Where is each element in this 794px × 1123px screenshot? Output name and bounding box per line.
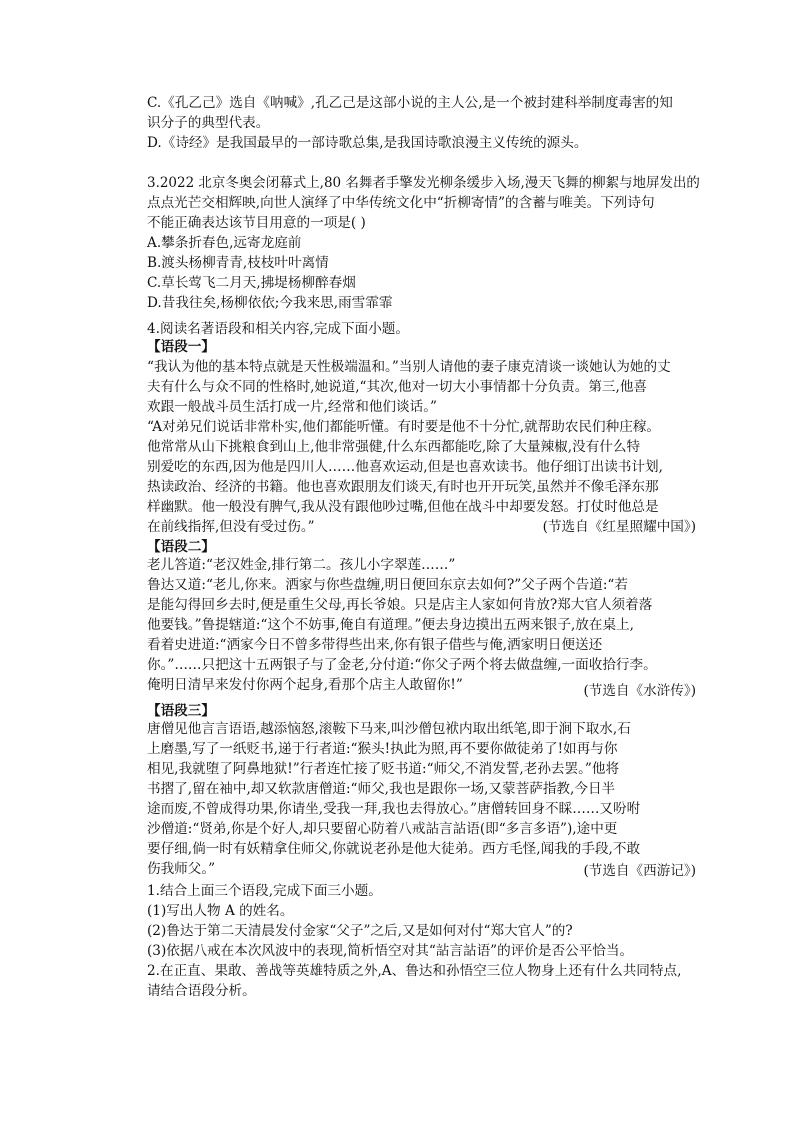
subquestion-line: (3)依据八戒在本次风波中的表现,简析悟空对其“詀言詀语”的评价是否公平恰当。 — [147, 943, 634, 959]
seg1-line: “A对弟兄们说话非常朴实,他们都能听懂。有时要是他不十分忙,就帮助农民们种庄稼。 — [147, 419, 661, 435]
seg3-line: 书摺了,留在袖中,却又软款唐僧道:“师父,我也是跟你一场,又蒙菩萨指教,今日半 — [147, 781, 616, 797]
seg3-line: 上磨墨,写了一纸贬书,递于行者道:“猴头!执此为照,再不要你做徒弟了!如再与你 — [147, 741, 618, 757]
seg2-line: 鲁达又道:“老儿,你来。洒家与你些盘缠,明日便回东京去如何?”父子两个告道:“若 — [147, 577, 628, 593]
seg3-line: 沙僧道:“贤弟,你是个好人,却只要留心防着八戒詀言詀语(即“多言多语”),途中更 — [147, 821, 618, 837]
q3-stem-line-2: 点点光芒交相辉映,向世人演绎了中华传统文化中“折柳寄情”的含蓄与唯美。下列诗句 — [147, 195, 655, 211]
seg1-line: 别爱吃的东西,因为他是四川人……他喜欢运动,但是也喜欢读书。他仔细订出读书计划, — [147, 459, 663, 475]
seg1-line: 样幽默。他一般没有脾气,我从没有跟他吵过嘴,但他在战斗中却要发怒。打仗时他总是 — [147, 499, 659, 515]
q2-option-c-line-1: C.《孔乙己》选自《呐喊》,孔乙己是这部小说的主人公,是一个被封建科举制度毒害的知 — [147, 95, 673, 111]
subquestion-line: (2)鲁达于第二天清晨发付金家“父子”之后,又是如何对付“郑大官人”的? — [147, 923, 573, 939]
q3-option-b: B.渡头杨柳青青,枝枝叶叶离情 — [147, 255, 329, 271]
seg1-heading: 【语段一】 — [147, 339, 215, 355]
seg2-source: (节选自《水浒传》) — [583, 683, 696, 699]
seg1-line: “我认为他的基本特点就是天性极端温和。”当别人请他的妻子康克清谈一谈她认为她的丈 — [147, 359, 671, 375]
seg2-heading: 【语段二】 — [147, 539, 215, 555]
seg2-line: 俺明日清早来发付你两个起身,看那个店主人敢留你!” — [147, 677, 463, 693]
seg3-source: (节选自《西游记》) — [583, 863, 696, 879]
subquestion-line: (1)写出人物 A 的姓名。 — [147, 903, 294, 919]
subquestion-line: 请结合语段分析。 — [147, 983, 256, 999]
q2-option-c-line-2: 识分子的典型代表。 — [147, 115, 270, 131]
seg2-line: 是能勾得回乡去时,便是重生父母,再长爷娘。只是店主人家如何肯放?郑大官人须着落 — [147, 597, 653, 613]
seg3-line: 唐僧见他言言语语,越添恼怒,滚鞍下马来,叫沙僧包袱内取出纸笔,即于涧下取水,石 — [147, 721, 631, 737]
seg1-source: (节选自《红星照耀中国》) — [542, 519, 696, 535]
seg3-line: 相见,我就堕了阿鼻地狱!”行者连忙接了贬书道:“师父,不消发誓,老孙去罢。”他将 — [147, 761, 620, 777]
seg2-line: 看着史进道:“洒家今日不曾多带得些出来,你有银子借些与俺,洒家明日便送还 — [147, 637, 603, 653]
q4-stem: 4.阅读名著语段和相关内容,完成下面小题。 — [147, 321, 409, 337]
seg1-line: 热读政治、经济的书籍。他也喜欢跟朋友们谈天,有时也开开玩笑,虽然并不像毛泽东那 — [147, 479, 659, 495]
seg1-line: 夫有什么与众不同的性格时,她说道,“其次,他对一切大小事情都十分负责。第三,他喜 — [147, 379, 648, 395]
q3-option-d: D.昔我往矣,杨柳依依;今我来思,雨雪霏霏 — [147, 295, 393, 311]
q3-stem-line-1: 3.2022 北京冬奥会闭幕式上,80 名舞者手擎发光柳条缓步入场,漫天飞舞的柳絮与地屏发出的 — [147, 175, 700, 191]
seg3-line: 途而废,不曾成得功果,你请坐,受我一拜,我也去得放心。”唐僧转回身不睬……又吩咐 — [147, 801, 641, 817]
q3-option-a: A.攀条折春色,远寄龙庭前 — [147, 235, 302, 251]
seg1-line: 欢跟一般战斗员生活打成一片,经常和他们谈话。” — [147, 399, 437, 415]
seg3-line: 伤我师父。” — [147, 861, 216, 877]
seg1-line: 他常常从山下挑粮食到山上,他非常强健,什么东西都能吃,除了大量辣椒,没有什么特 — [147, 439, 641, 455]
q2-option-d: D.《诗经》是我国最早的一部诗歌总集,是我国诗歌浪漫主义传统的源头。 — [147, 135, 588, 151]
seg2-line: 你。”……只把这十五两银子与了金老,分付道:“你父子两个将去做盘缠,一面收拾行李。 — [147, 657, 657, 673]
subquestion-line: 1.结合上面三个语段,完成下面三小题。 — [147, 883, 382, 899]
q3-option-c: C.草长莺飞二月天,拂堤杨柳醉春烟 — [147, 275, 356, 291]
seg3-line: 要仔细,倘一时有妖精拿住师父,你就说老孙是他大徒弟。西方毛怪,闻我的手段,不敢 — [147, 841, 641, 857]
q3-stem-line-3: 不能正确表达该节目用意的一项是( ) — [147, 215, 366, 231]
seg1-line: 在前线指挥,但没有受过伤。” — [147, 519, 315, 535]
subquestion-line: 2.在正直、果敢、善战等英雄特质之外,A、鲁达和孙悟空三位人物身上还有什么共同特点, — [147, 963, 682, 979]
seg2-line: 他要钱。”鲁提辖道:“这个不妨事,俺自有道理。”便去身边摸出五两来银子,放在桌上, — [147, 617, 634, 633]
seg2-line: 老儿答道:“老汉姓金,排行第二。孩儿小字翠莲……” — [147, 557, 456, 573]
seg3-heading: 【语段三】 — [147, 703, 215, 719]
